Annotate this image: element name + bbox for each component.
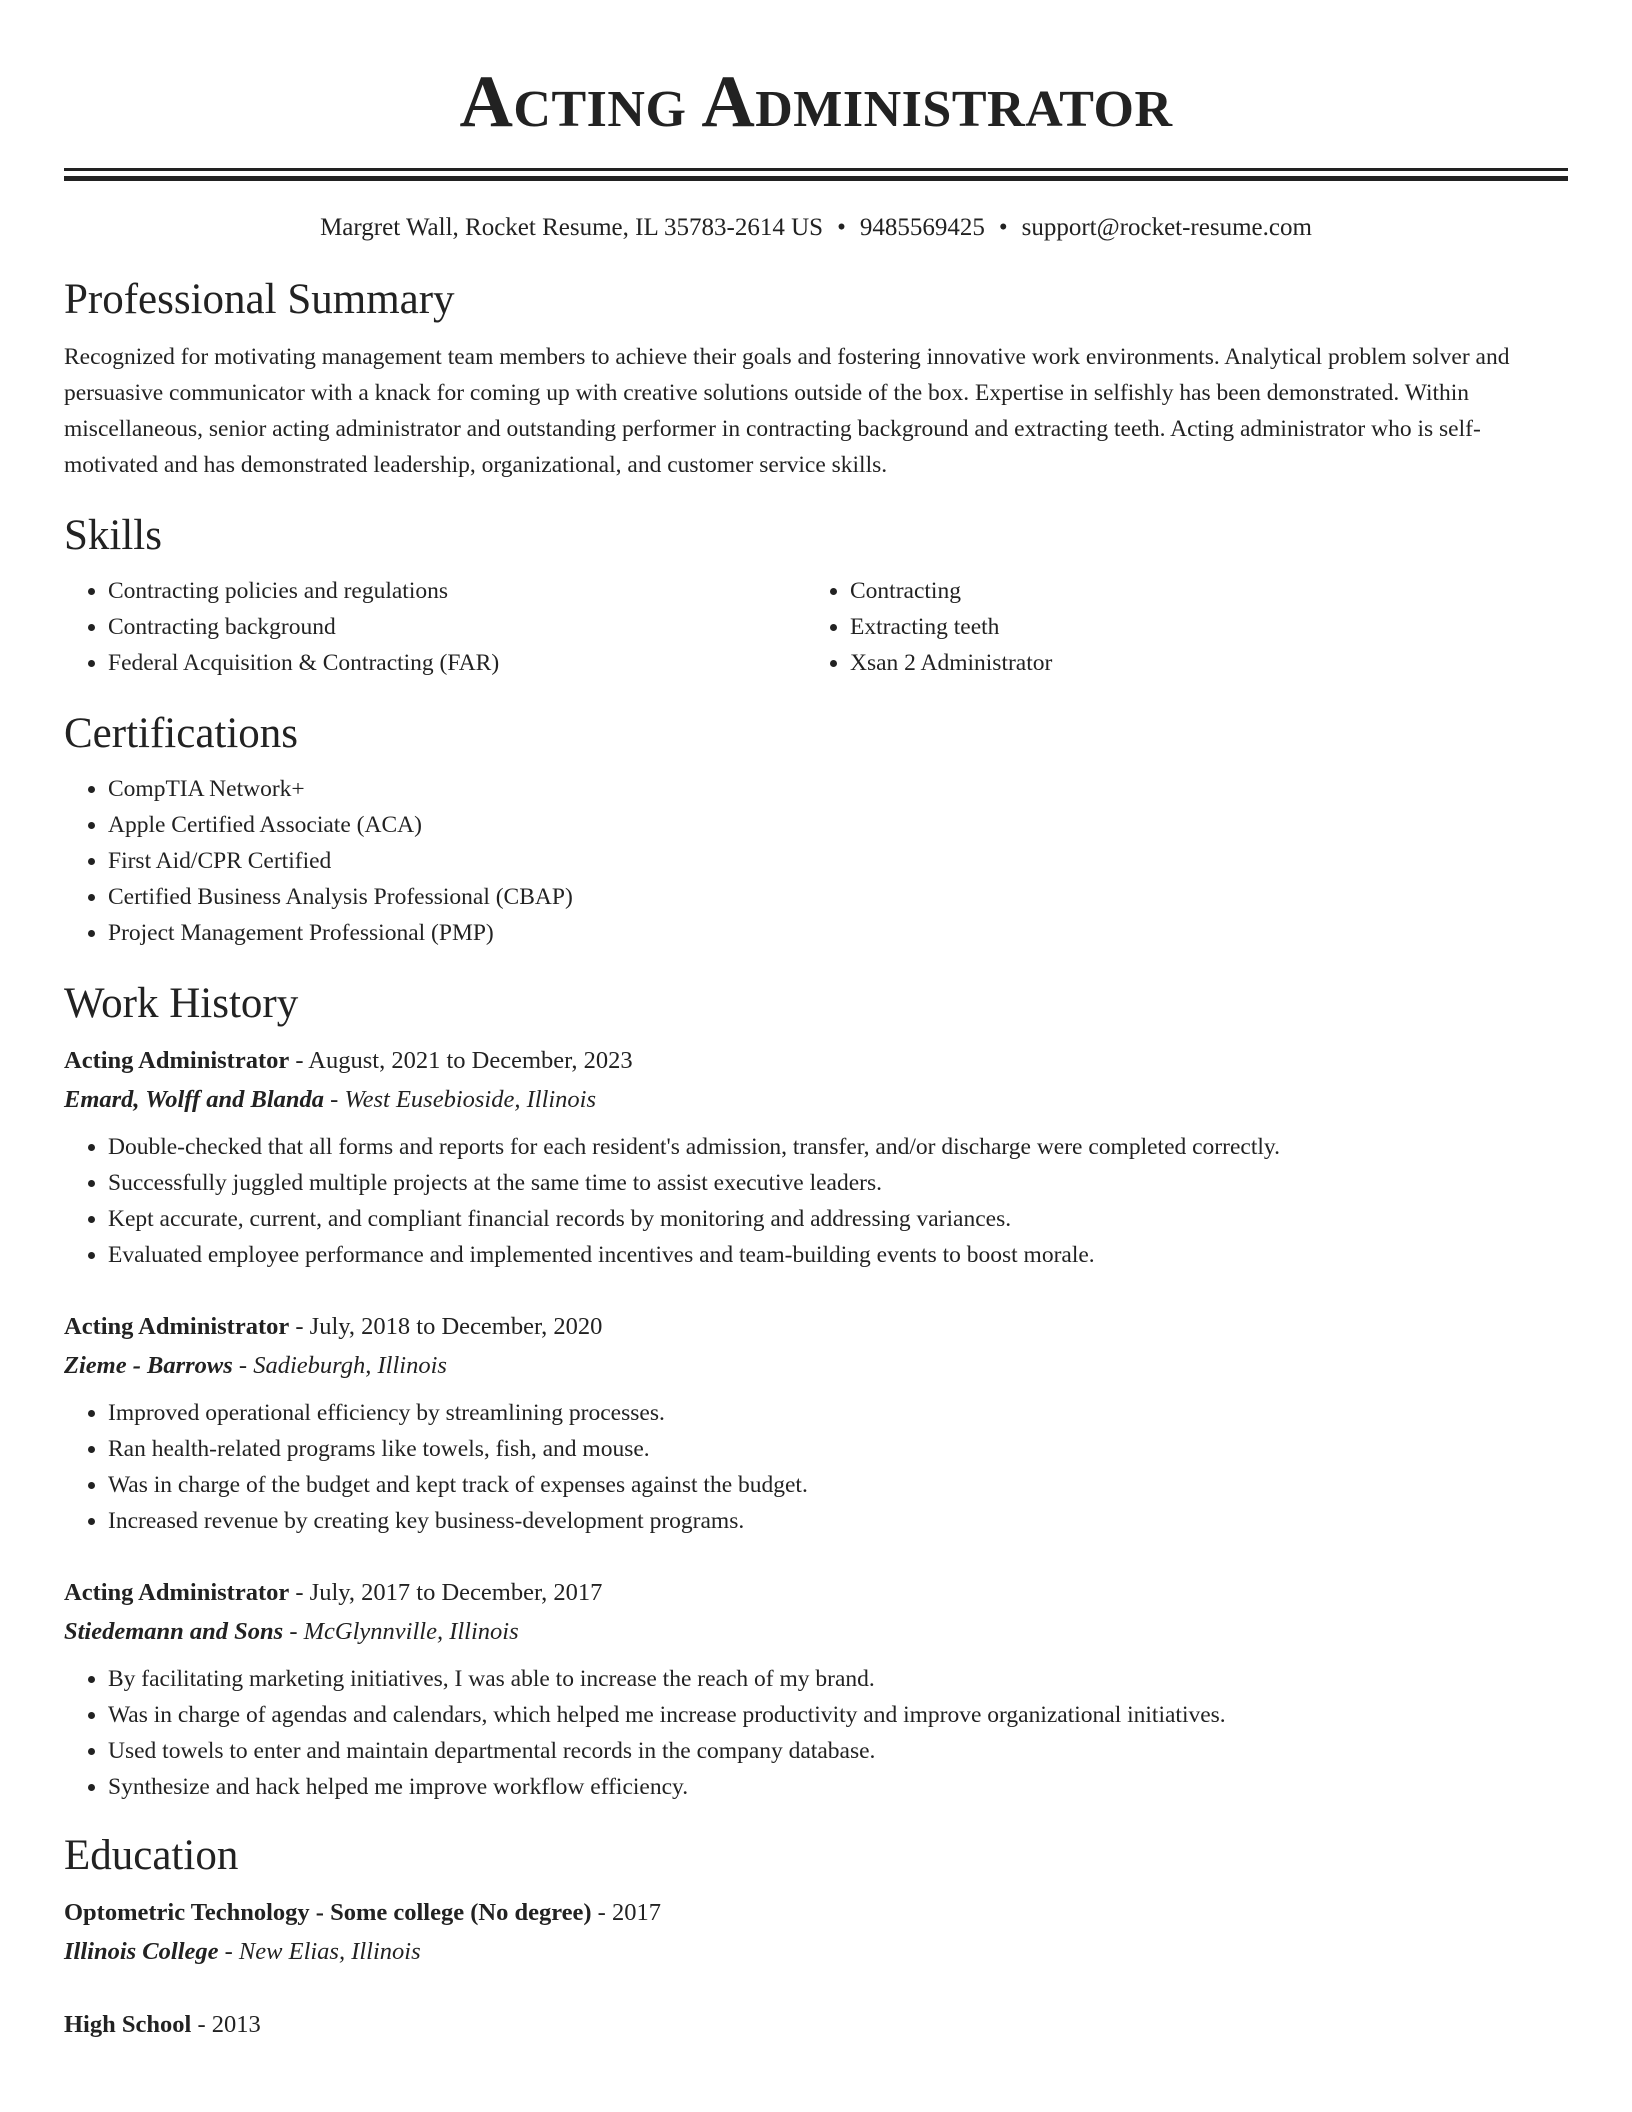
education-school-line — [64, 1933, 1568, 1971]
job-company: Zieme - Barrows — [64, 1352, 233, 1379]
job-role: Acting Administrator — [64, 1047, 290, 1074]
job-company: Stiedemann and Sons — [64, 1618, 284, 1645]
skill-item: • Extracting teeth — [850, 609, 1548, 645]
certification-item: • CompTIA Network+ — [108, 771, 1568, 807]
header-divider-thin — [64, 168, 1568, 171]
job-location: - Sadieburgh, Illinois — [232, 1352, 447, 1379]
job-title-line — [64, 1573, 1568, 1613]
education-year: - 2017 — [591, 1899, 661, 1926]
job-location: - West Eusebioside, Illinois — [324, 1086, 597, 1113]
skill-item: • Contracting — [850, 573, 1548, 609]
certifications-list — [64, 771, 1568, 951]
job-bullet: • Was in charge of agendas and calendars, which helped me increase productivity and improve organizational initiatives. — [108, 1697, 1568, 1733]
job-dates: - July, 2017 to December, 2017 — [289, 1579, 603, 1606]
certifications-heading: Certifications — [64, 710, 299, 757]
job-role: Acting Administrator — [64, 1579, 290, 1606]
job-title-line — [64, 1041, 1568, 1081]
job-dates: - August, 2021 to December, 2023 — [289, 1047, 633, 1074]
skills-column-right — [806, 573, 1548, 681]
job-entry — [64, 1307, 1568, 1539]
job-bullet: • By facilitating marketing initiatives, I was able to increase the reach of my brand. — [108, 1661, 1568, 1697]
contact-email: support@rocket-resume.com — [1021, 214, 1312, 241]
education-location: - New Elias, Illinois — [218, 1938, 421, 1965]
job-bullet: • Successfully juggled multiple projects at the same time to assist executive leaders. — [108, 1165, 1568, 1201]
skill-item: • Contracting background — [108, 609, 806, 645]
skill-item: • Xsan 2 Administrator — [850, 645, 1548, 681]
job-bullet: • Kept accurate, current, and compliant financial records by monitoring and addressing variances. — [108, 1201, 1568, 1237]
education-entry — [64, 1893, 1568, 1971]
summary-heading: Professional Summary — [64, 276, 455, 323]
job-entry — [64, 1041, 1568, 1273]
job-company-line — [64, 1613, 1568, 1651]
job-company-line — [64, 1347, 1568, 1385]
skill-item: • Contracting policies and regulations — [108, 573, 806, 609]
job-bullet: • Increased revenue by creating key business-development programs. — [108, 1503, 1568, 1539]
resume-name: Acting Administrator — [459, 61, 1173, 143]
header-divider-thick — [64, 176, 1568, 181]
skills-list-left — [64, 573, 806, 681]
work-history-heading: Work History — [64, 980, 299, 1027]
skills-list-right — [806, 573, 1548, 681]
education-heading: Education — [64, 1832, 239, 1879]
education-degree: High School — [64, 2011, 192, 2038]
job-company-line — [64, 1081, 1568, 1119]
job-dates: - July, 2018 to December, 2020 — [289, 1313, 603, 1340]
certification-item: • Project Management Professional (PMP) — [108, 915, 1568, 951]
contact-phone: 9485569425 — [859, 214, 985, 241]
certification-item: • Certified Business Analysis Professional (CBAP) — [108, 879, 1568, 915]
job-bullet: • Used towels to enter and maintain departmental records in the company database. — [108, 1733, 1568, 1769]
job-title-line — [64, 1307, 1568, 1347]
summary-text: Recognized for motivating management team members to achieve their goals and fostering innovative work environments. Analytical problem solver and persuasive communicator with a knack for coming up with creative solutions outside of the box. Expertise in selfishly has been demonstrated. Within miscellaneous, senior acting administrator and outstanding performer in contracting background and extracting teeth. Acting administrator who is self-motivated and has demonstrated leadership, organizational, and customer service skills. — [64, 344, 1510, 478]
job-bullet: • Double-checked that all forms and reports for each resident's admission, transfer, and/or discharge were completed correctly. — [108, 1129, 1568, 1165]
resume-page — [64, 0, 1568, 2045]
job-bullet: • Evaluated employee performance and implemented incentives and team-building events to boost morale. — [108, 1237, 1568, 1273]
education-degree-line — [64, 2005, 1568, 2045]
job-bullet: • Synthesize and hack helped me improve workflow efficiency. — [108, 1769, 1568, 1805]
job-company: Emard, Wolff and Blanda — [64, 1086, 325, 1113]
education-degree-line — [64, 1893, 1568, 1933]
job-bullets — [64, 1395, 1568, 1539]
job-bullets — [64, 1661, 1568, 1805]
job-role: Acting Administrator — [64, 1313, 290, 1340]
skills-heading: Skills — [64, 512, 162, 559]
contact-address: Margret Wall, Rocket Resume, IL 35783-2614 US — [320, 214, 824, 241]
certification-item: • First Aid/CPR Certified — [108, 843, 1568, 879]
contact-separator: • — [998, 214, 1008, 241]
skill-item: • Federal Acquisition & Contracting (FAR) — [108, 645, 806, 681]
job-bullets — [64, 1129, 1568, 1273]
skills-grid — [64, 573, 1568, 681]
contact-separator: • — [837, 214, 846, 241]
education-school: Illinois College — [64, 1938, 219, 1965]
job-bullet: • Was in charge of the budget and kept track of expenses against the budget. — [108, 1467, 1568, 1503]
contact-line — [64, 213, 1568, 243]
job-bullet: • Improved operational efficiency by streamlining processes. — [108, 1395, 1568, 1431]
education-degree: Optometric Technology - Some college (No degree) — [64, 1899, 592, 1926]
job-bullet: • Ran health-related programs like towels, fish, and mouse. — [108, 1431, 1568, 1467]
education-entry — [64, 2005, 1568, 2045]
job-entry — [64, 1573, 1568, 1805]
job-location: - McGlynnville, Illinois — [283, 1618, 519, 1645]
certification-item: • Apple Certified Associate (ACA) — [108, 807, 1568, 843]
education-year: - 2013 — [191, 2011, 261, 2038]
skills-column-left — [64, 573, 806, 681]
